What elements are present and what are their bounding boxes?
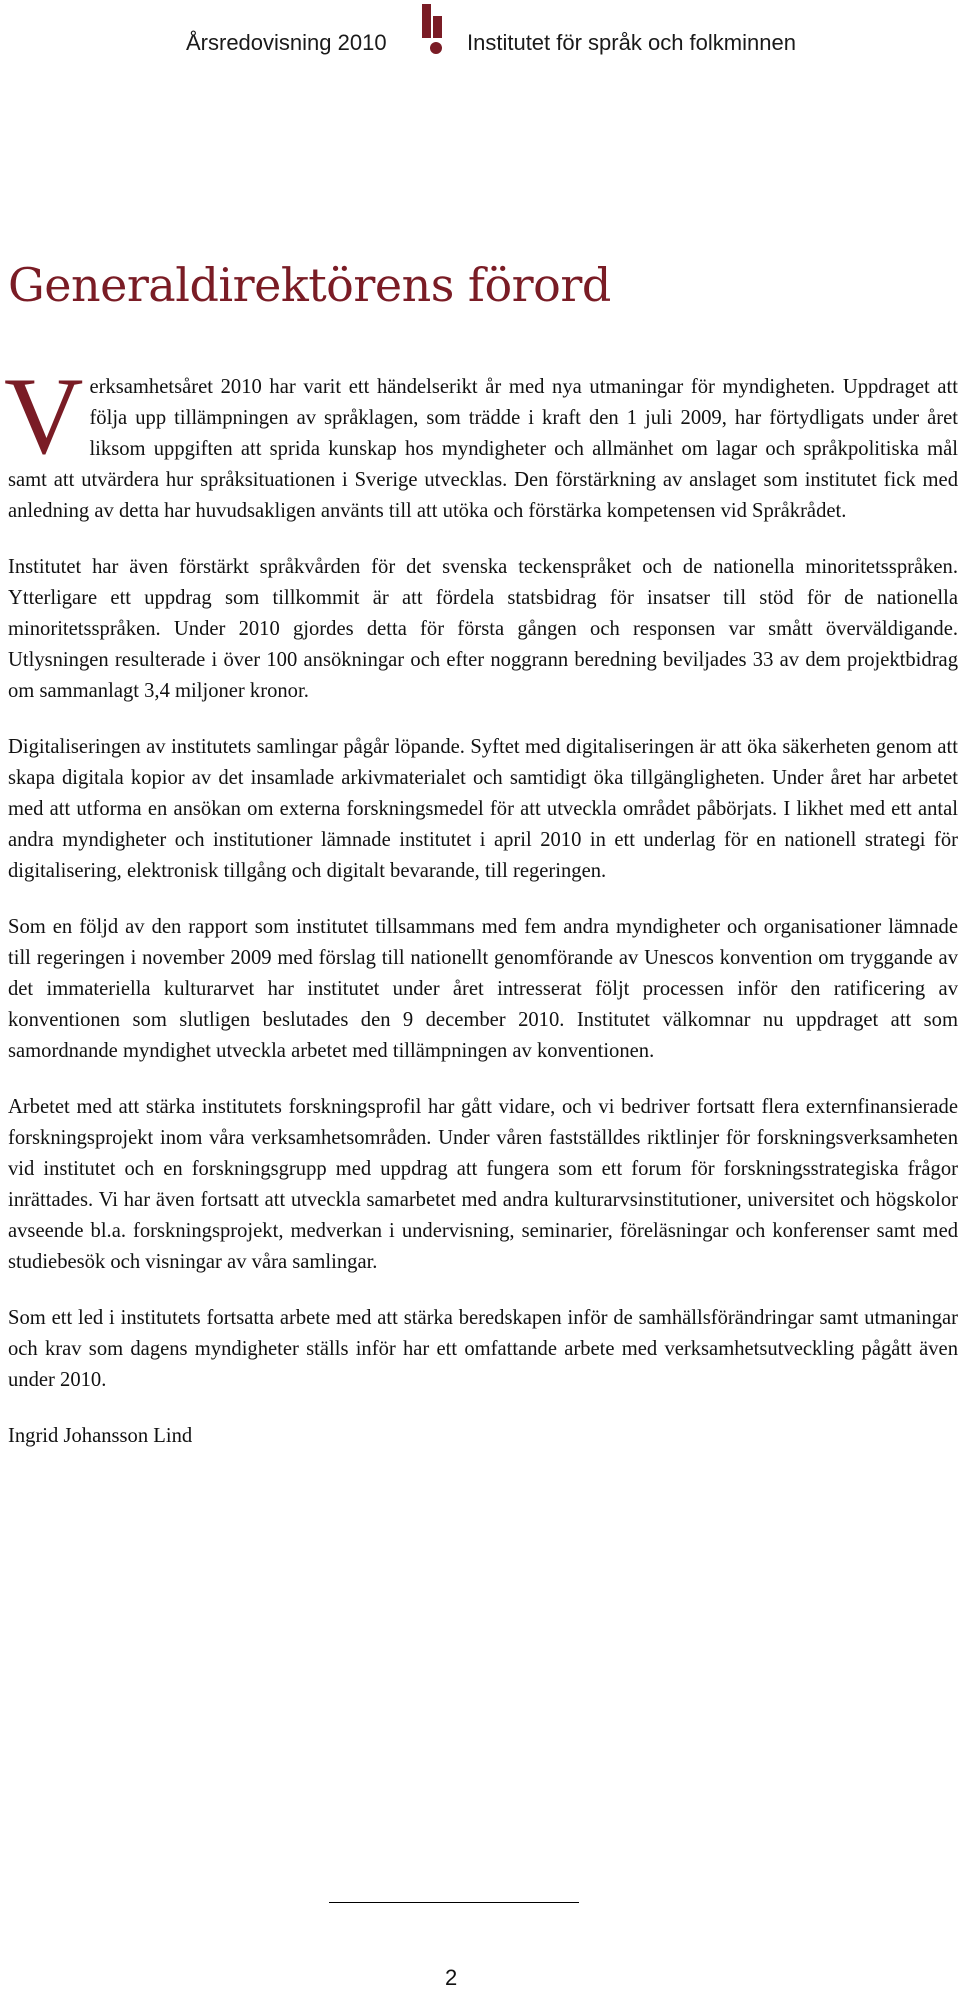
page-title: Generaldirektörens förord [8,258,611,312]
paragraph-3: Digitaliseringen av institutets samlingar pågår löpande. Syftet med digitaliseringen är att öka säkerheten genom att skapa digitala kopior av det insamlade arkivmaterialet och samtidigt öka tillgängligheten. Under året har arbetet med att utforma en ansökan om externa forskningsmedel för att utveckla området påbörjats. I likhet med ett antal andra myndigheter och institutioner lämnade institutet i april 2010 in ett underlag för en nationell strategi för digitalisering, elektronisk tillgång och digitalt bevarande, till regeringen. [8,736,958,882]
paragraph-2: Institutet har även förstärkt språkvården för det svenska teckenspråket och de nationella minoritetsspråken. Ytterligare ett uppdrag som tillkommit är att fördela statsbidrag för insatser till stöd för de nationella minoritetsspråken. Under 2010 gjordes detta för första gången och responsen var smått överväldigande. Utlysningen resulterade i över 100 ansökningar och efter noggrann beredning beviljades 33 av dem projektbidrag om sammanlagt 3,4 miljoner kronor. [8,556,958,702]
header-institute-name: Institutet för språk och folkminnen [467,30,796,55]
header-report-title: Årsredovisning 2010 [186,30,387,55]
drop-cap: V [4,355,84,477]
signature: Ingrid Johansson Lind [8,1425,193,1447]
page-number: 2 [445,1965,458,1990]
footer-divider [329,1902,579,1903]
paragraph-1-text: erksamhetsåret 2010 har varit ett händelserikt år med nya utmaningar för myndigheten. Uppdraget att följa upp tillämpningen av språklagen, som trädde i kraft den 1 juli 2009, har förtydligats under året liksom uppgiften att sprida kunskap hos myndigheter och allmänhet om lagar och språkpolitiska mål samt att utvärdera hur språksituationen i Sverige utvecklas. Den förstärkning av anslaget som institutet fick med anledning av detta har huvudsakligen använts till att utöka och förstärka kompetensen vid Språkrådet. [8,376,958,522]
paragraph-1 [4,355,958,527]
institute-logo-icon [418,2,446,56]
foreword-body [4,355,958,1477]
paragraph-6: Som ett led i institutets fortsatta arbete med att stärka beredskapen inför de samhällsförändringar samt utmaningar och krav som dagens myndigheter ställs inför har ett omfattande arbete med verksamhetsutveckling pågått även under 2010. [8,1307,958,1391]
paragraph-4: Som en följd av den rapport som institutet tillsammans med fem andra myndigheter och organisationer lämnade till regeringen i november 2009 med förslag till nationellt genomförande av Unescos konvention om tryggande av det immateriella kulturarvet har institutet under året intresserat följt processen inför den ratificering av konventionen som slutligen beslutades den 9 december 2010. Institutet välkomnar nu uppdraget att som samordnande myndighet utveckla arbetet med tillämpningen av konventionen. [8,916,958,1062]
page-header [0,0,960,62]
paragraph-5: Arbetet med att stärka institutets forskningsprofil har gått vidare, och vi bedriver fortsatt flera externfinansierade forskningsprojekt inom våra verksamhetsområden. Under våren fastställdes riktlinjer för forskningsverksamheten vid institutet och en forskningsgrupp med uppdrag att fungera som ett forum för forskningsstrategiska frågor inrättades. Vi har även fortsatt att utveckla samarbetet med andra kulturarvsinstitutioner, universitet och högskolor avseende bl.a. forskningsprojekt, medverkan i undervisning, seminarier, föreläsningar och konferenser samt med studiebesök och visningar av våra samlingar. [8,1096,958,1273]
